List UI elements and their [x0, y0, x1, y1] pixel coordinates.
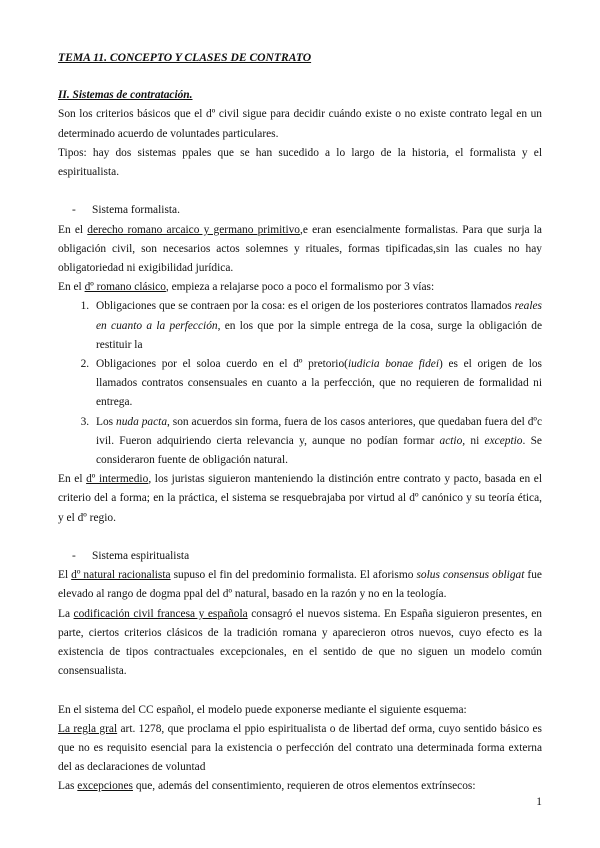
text-run: Obligaciones que se contraen por la cosa: es el origen de los posteriores contratos llamados [96, 300, 515, 313]
spiritualist-heading-text: Sistema espiritualista [92, 550, 190, 563]
underlined-term: codificación civil francesa y española [73, 607, 248, 620]
numbered-list [58, 297, 542, 470]
formalist-heading-text: Sistema formalista. [92, 204, 180, 217]
text-run: , en los que por la simple entrega de la cosa, surge la obligación de restituir la [96, 319, 543, 351]
cc-intro-paragraph: En el sistema del CC español, el modelo puede exponerse mediante el siguiente esquema: [58, 703, 467, 716]
italic-term: solus consensus obligat [416, 569, 525, 582]
text-run: La [58, 607, 74, 620]
text-run: En el [58, 473, 87, 486]
text-run: , los juristas siguieron manteniendo la distinción entre contrato y pacto, basada en el criterio del a forma; en la práctica, el sistema se resquebrajaba por virtud al dº canónico y su teoría ética, y el dº regio. [58, 473, 542, 524]
text-run: Las [58, 780, 78, 793]
formalist-paragraph-1 [58, 221, 542, 279]
italic-term: iudicia bonae fidei [347, 358, 439, 371]
text-run: ni [465, 434, 485, 447]
spiritualist-paragraph-1 [58, 566, 542, 604]
text-run: supuso el fin del predominio formalista. El aforismo [170, 569, 417, 582]
text-run: , empieza a relajarse poco a poco el formalismo por 3 vías: [165, 281, 435, 294]
text-run: . Se consideraron fuente de obligación natural. [96, 434, 542, 467]
dash-bullet: - [72, 550, 76, 563]
underlined-term: dº intermedio [86, 473, 149, 486]
formalist-paragraph-3 [58, 470, 542, 528]
general-rule-paragraph [58, 720, 542, 778]
dash-bullet: - [72, 204, 76, 217]
underlined-term: La regla gral [58, 722, 118, 735]
spacer [58, 528, 542, 547]
text-run: que, además del consentimiento, requieren de otros elementos extrínsecos: [132, 780, 476, 793]
underlined-term: excepciones [77, 780, 133, 793]
document-page [58, 48, 542, 797]
text-run: consagró el nuevos sistema. En España siguieron presentes, en parte, ciertos criterios clásicos de la tradición romana y aparecieron otros nuevos, cuyo efecto es la existencia de tipos contractuales excepcionales, en el sentido de que no siguen un modelo común consensualista. [58, 607, 542, 678]
types-paragraph: Tipos: hay dos sistemas ppales que se han sucedido a lo largo de la historia, el formalista y el espiritualista. [58, 146, 542, 179]
italic-term: exceptio [484, 434, 523, 447]
italic-term: nuda pacta [116, 415, 168, 428]
text-run: Obligaciones por el soloa cuerdo en el dº pretorio( [96, 358, 348, 371]
text-run: Los [96, 415, 117, 428]
underlined-term: dº romano clásico [84, 281, 166, 294]
spiritualist-heading [72, 547, 542, 566]
exceptions-paragraph [58, 777, 542, 796]
italic-term: reales en cuanto a la perfección [96, 300, 542, 332]
page-number: 1 [536, 796, 542, 808]
intro-paragraph: Son los criterios básicos que el dº civil sigue para decidir cuándo existe o no existe contrato legal en un determinado acuerdo de voluntades particulares. [58, 108, 542, 140]
text-run: art. 1278, que proclama el ppio espiritualista o de libertad def orma, cuyo sentido básico es que no es requisito esencial para la existencia o perfección del contrato una determinada forma externa del as declaraciones de voluntad [58, 722, 542, 774]
text-run: ) es el origen de los llamados contratos consensuales en cuanto a la perfección, que no requieren de formalidad ni entrega. [96, 358, 542, 409]
list-item [92, 355, 542, 413]
text-run: En el [58, 223, 88, 236]
spacer [58, 182, 542, 201]
spacer [58, 681, 542, 700]
spiritualist-paragraph-2 [58, 605, 542, 682]
document-title: TEMA 11. CONCEPTO Y CLASES DE CONTRATO [58, 51, 312, 64]
text-run: El [58, 569, 72, 582]
formalist-heading [72, 201, 542, 220]
text-run: ,e eran esencialmente formalistas. Para que surja la obligación civil, son necesarios actos solemnes y rituales, formas tipificadas,sin las cuales no hay obligatoriedad ni exigibilidad jurídica. [58, 223, 542, 275]
section-heading: II. Sistemas de contratación. [58, 89, 193, 102]
italic-term: actio, [439, 434, 466, 447]
underlined-term: dº natural racionalista [71, 569, 171, 582]
underlined-term: derecho romano arcaico y germano primitivo [87, 223, 300, 236]
text-run: fue elevado al rango de dogma ppal del dº natural, basado en la razón y no en la teología. [58, 569, 542, 601]
text-run: En el [58, 281, 85, 294]
list-item [92, 297, 542, 355]
text-run: , son acuerdos sin forma, fuera de los casos anteriores, que quedaban fuera del dºc ivil. Fueron adquiriendo cierta relevancia y, aunque no podían formar [96, 415, 542, 447]
formalist-paragraph-2 [58, 278, 542, 297]
list-item [92, 413, 542, 471]
